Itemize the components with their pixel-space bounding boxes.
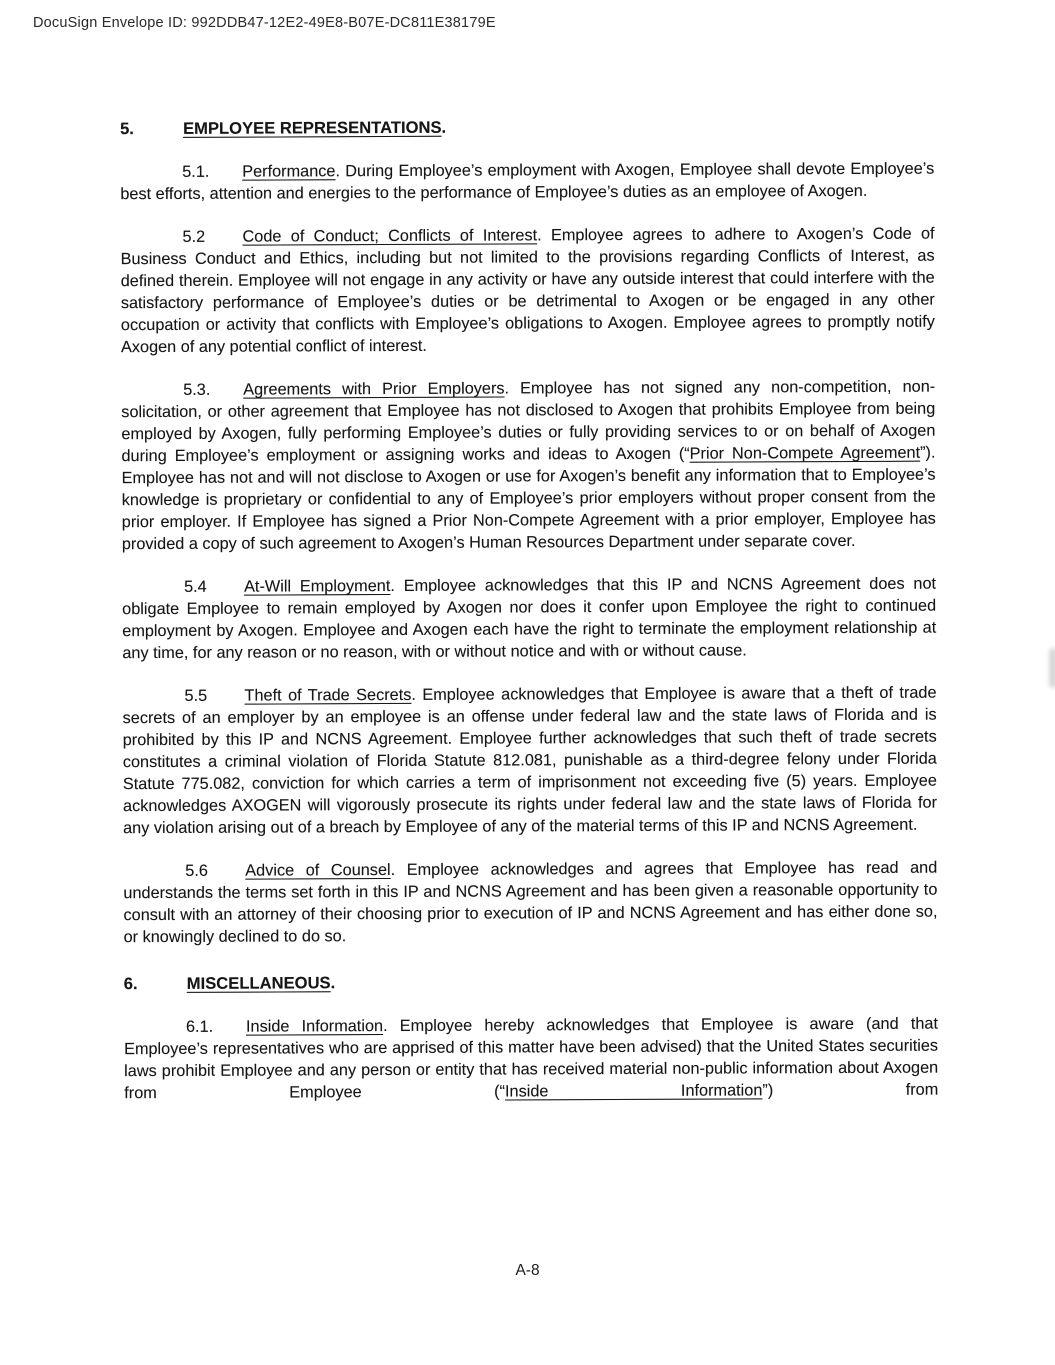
- title-period: .: [504, 379, 510, 398]
- text-segment: During Employee’s employment with Axogen, Employee shall devote Employee’s best efforts, attention and energies to the performance of Employee’s duties as an employee of Axogen.: [120, 159, 935, 204]
- section-title: Inside Information: [245, 1017, 384, 1036]
- underlined-term: Prior Non-Compete Agreement: [689, 443, 921, 463]
- paragraph-5-6: [123, 857, 937, 949]
- section-number: 5.1.: [182, 162, 210, 181]
- section-title: EMPLOYEE REPRESENTATIONS: [183, 117, 442, 138]
- text-segment: ”). Employee has not and will not disclose to Axogen or use for Axogen’s benefit any information that to Employee’s knowledge is proprietary or confidential to any of Employee’s prior employers without proper consent from the prior employer. If Employee has signed a Prior Non-Compete Agreement with a prior employer, Employee has provided a copy of such agreement to Axogen’s Human Resources Department under separate cover.: [121, 443, 936, 554]
- title-period: .: [335, 162, 341, 181]
- section-number: 5.2: [182, 227, 206, 246]
- scan-edge-artifact: [1049, 648, 1055, 688]
- section-number: 5.3.: [183, 380, 211, 399]
- text-segment: Employee acknowledges and agrees that Employee has read and understands the terms set forth in this IP and NCNS Agreement and has been given a reasonable opportunity to consult with an attorney of their choosing prior to execution of IP and NCNS Agreement and has either done so, or knowingly declined to do so.: [123, 858, 938, 947]
- title-period: .: [441, 117, 447, 137]
- section-title: Agreements with Prior Employers: [243, 379, 505, 399]
- title-period: .: [390, 860, 396, 880]
- title-period: .: [390, 576, 395, 595]
- paragraph-5-4: [122, 573, 936, 665]
- section-title: Performance: [242, 162, 336, 181]
- title-period: .: [330, 973, 336, 993]
- paragraph-5-2: [120, 223, 935, 359]
- title-period: .: [537, 226, 542, 245]
- section-heading-5: [120, 115, 934, 141]
- page-number: A-8: [515, 1262, 540, 1279]
- section-title: Advice of Counsel: [245, 861, 391, 880]
- section-title: At-Will Employment: [244, 576, 391, 596]
- title-period: .: [383, 1017, 388, 1036]
- docusign-envelope-id: DocuSign Envelope ID: 992DDB47-12E2-49E8-B07E-DC811E38179E: [33, 15, 496, 31]
- section-number: 5.4: [184, 577, 207, 596]
- section-heading-6: [124, 970, 938, 996]
- title-period: .: [411, 685, 416, 704]
- paragraph-5-1: [120, 158, 934, 206]
- section-number: 6.1.: [185, 1017, 214, 1036]
- text-segment: Employee agrees to adhere to Axogen’s Code of Business Conduct and Ethics, including but not limited to the provisions regarding Conflicts of Interest, as defined therein. Employee will not engage in any activity or have any outside interest that could interfere with the satisfactory performance of Employee’s duties or be detrimental to Axogen or be engaged in any other occupation or activity that conflicts with Employee’s obligations to Axogen. Employee agrees to promptly notify Axogen of any potential conflict of interest.: [120, 224, 935, 357]
- underlined-term: Inside Information: [504, 1081, 763, 1101]
- section-number: 5.5: [184, 686, 208, 705]
- paragraph-5-3: [121, 376, 936, 556]
- section-number: 5.6: [185, 861, 208, 880]
- text-segment: ”) from: [762, 1080, 939, 1100]
- text-segment: Employee hereby acknowledges that Employee is aware (and that Employee’s representatives who are apprised of this matter have been advised) that the United States securities laws prohibit Employee and any person or entity that has received material non-public information about Axogen from Employee (“: [124, 1014, 939, 1103]
- paragraph-6-1: [124, 1013, 938, 1105]
- text-segment: Employee acknowledges that Employee is aware that a theft of trade secrets of an employer by an employee is an offense under federal law and the state laws of Florida and is prohibited by this IP and NCNS Agreement. Employee further acknowledges that such theft of trade secrets constitutes a criminal violation of Florida Statute 812.081, punishable as a third-degree felony under Florida Statute 775.082, conviction for which carries a term of imprisonment not exceeding five (5) years. Employee acknowledges AXOGEN will vigorously prosecute its rights under federal law and the state laws of Florida for any violation arising out of a breach by Employee of any of the material terms of this IP and NCNS Agreement.: [122, 683, 938, 838]
- document-content: [120, 115, 938, 1105]
- paragraph-5-5: [122, 682, 937, 840]
- section-title: Code of Conduct; Conflicts of Interest: [242, 226, 538, 246]
- section-number: 5.: [120, 119, 134, 139]
- section-title: MISCELLANEOUS: [186, 973, 331, 993]
- text-segment: Employee has not signed any non-competition, non-solicitation, or other agreement that Employee has not disclosed to Axogen that prohibits Employee from being employed by Axogen, fully performing Employee’s duties or fully providing services to or on behalf of Axogen during Employee’s employment or assigning works and ideas to Axogen (“: [121, 377, 936, 466]
- section-title: Theft of Trade Secrets: [244, 685, 412, 705]
- text-segment: Employee acknowledges that this IP and NCNS Agreement does not obligate Employee to remain employed by Axogen nor does it confer upon Employee the right to continued employment by Axogen. Employee and Axogen each have the right to terminate the employment relationship at any time, for any reason or no reason, with or without notice and with or without cause.: [122, 574, 937, 663]
- section-number: 6.: [123, 974, 138, 994]
